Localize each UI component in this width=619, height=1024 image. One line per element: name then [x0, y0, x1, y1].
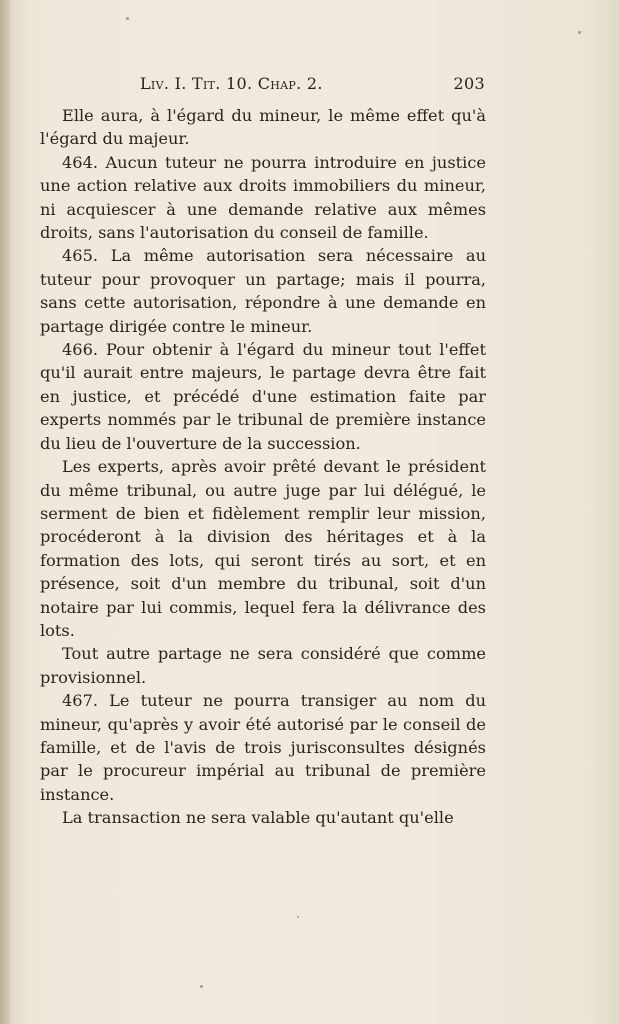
- article-467: 467. Le tuteur ne pourra transiger au nom du mineur, qu'après y avoir été autorisé par le conseil de famille, et de l'avis de trois jurisconsultes désignés par le procureur impérial au tribunal de première instance.: [40, 691, 486, 804]
- paper-speck: [578, 31, 581, 34]
- paper-speck: [126, 17, 129, 20]
- paper-speck: [297, 916, 299, 918]
- article-466: 466. Pour obtenir à l'égard du mineur tout l'effet qu'il aurait entre majeurs, le partage devra être fait en justice, et précédé d'une estimation faite par experts nommés par le tribunal de première instance du lieu de l'ouverture de la succession.: [40, 340, 486, 453]
- article-464: 464. Aucun tuteur ne pourra introduire en justice une action relative aux droits immobiliers du mineur, ni acquiescer à une demande relative aux mêmes droits, sans l'autorisation du conseil de famille.: [40, 152, 486, 243]
- page-header: [140, 72, 485, 98]
- paragraph: Les experts, après avoir prêté devant le président du même tribunal, ou autre juge par lui délégué, le serment de bien et fidèlement remplir leur mission, procéderont à la division des héritages et à la formation des lots, qui seront tirés au sort, et en présence, soit d'un membre du tribunal, soit d'un notaire par lui commis, lequel fera la délivrance des lots.: [40, 457, 486, 640]
- body-text: [40, 104, 486, 830]
- page-spine-shadow: [0, 0, 10, 1024]
- paragraph: Tout autre partage ne sera considéré que comme provisionnel.: [40, 644, 486, 687]
- paper-speck: [200, 985, 203, 988]
- page-number: 203: [453, 74, 485, 93]
- running-title: Liv. I. Tit. 10. Chap. 2.: [140, 74, 323, 93]
- paragraph: Elle aura, à l'égard du mineur, le même effet qu'à l'égard du majeur.: [40, 106, 486, 149]
- paragraph: La transaction ne sera valable qu'autant qu'elle: [62, 808, 454, 828]
- article-465: 465. La même autorisation sera nécessaire au tuteur pour provoquer un partage; mais il pourra, sans cette autorisation, répondre à une demande en partage dirigée contre le mineur.: [40, 246, 486, 336]
